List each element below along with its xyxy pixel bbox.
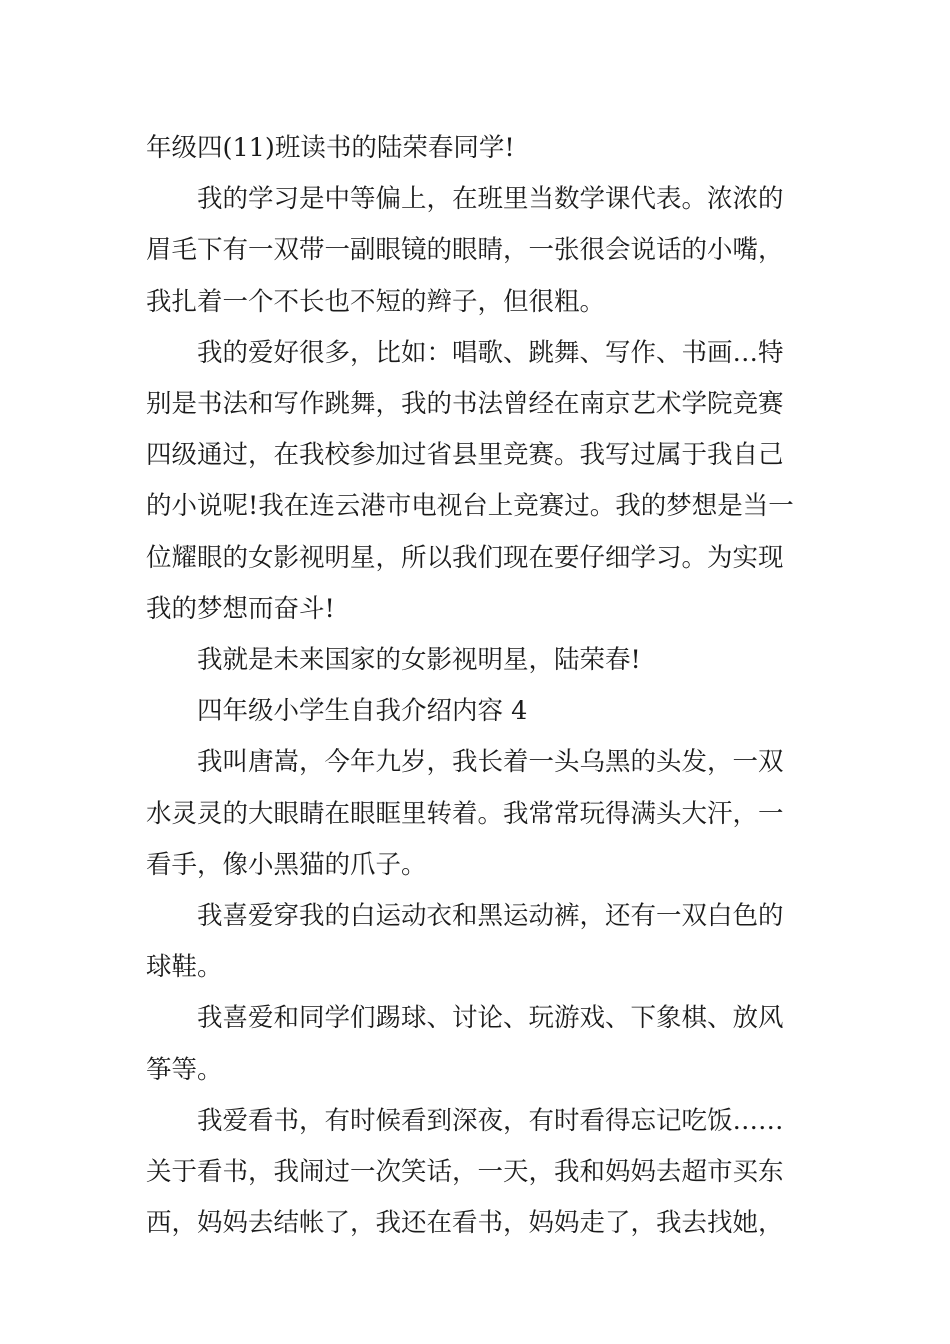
text-line: 关于看书，我闹过一次笑话，一天，我和妈妈去超市买东 bbox=[146, 1157, 784, 1188]
text-line: 我的梦想而奋斗! bbox=[146, 593, 335, 624]
text-line: 的小说呢!我在连云港市电视台上竞赛过。我的梦想是当一 bbox=[146, 491, 794, 522]
text-line: 四级通过，在我校参加过省县里竞赛。我写过属于我自己 bbox=[146, 440, 784, 471]
document-body bbox=[146, 123, 806, 1249]
text-line: 水灵灵的大眼睛在眼眶里转着。我常常玩得满头大汗，一 bbox=[146, 798, 784, 829]
paragraph-2 bbox=[146, 328, 806, 635]
text-line: 我爱看书，有时候看到深夜，有时看得忘记吃饭…… bbox=[197, 1105, 784, 1136]
text-line: 西，妈妈去结帐了，我还在看书，妈妈走了，我去找她， bbox=[146, 1208, 784, 1239]
text-line: 我的爱好很多，比如：唱歌、跳舞、写作、书画…特 bbox=[197, 337, 784, 368]
paragraph-3 bbox=[146, 635, 806, 686]
section-heading bbox=[146, 686, 806, 737]
paragraph-1 bbox=[146, 174, 806, 328]
text-line: 我喜爱和同学们踢球、讨论、玩游戏、下象棋、放风 bbox=[197, 1003, 784, 1034]
section-heading-text: 四年级小学生自我介绍内容 4 bbox=[197, 696, 528, 727]
paragraph-8 bbox=[146, 1096, 806, 1250]
paragraph-5 bbox=[146, 737, 806, 891]
text-line: 球鞋。 bbox=[146, 952, 223, 983]
text-line: 看手，像小黑猫的爪子。 bbox=[146, 849, 427, 880]
text-line: 我的学习是中等偏上，在班里当数学课代表。浓浓的 bbox=[197, 184, 784, 215]
paragraph-7 bbox=[146, 993, 806, 1095]
text-line: 我就是未来国家的女影视明星，陆荣春! bbox=[197, 645, 641, 676]
paragraph-0 bbox=[146, 123, 806, 174]
text-line: 眉毛下有一双带一副眼镜的眼睛，一张很会说话的小嘴， bbox=[146, 235, 784, 266]
text-line: 别是书法和写作跳舞，我的书法曾经在南京艺术学院竞赛 bbox=[146, 389, 784, 420]
text-line: 筝等。 bbox=[146, 1054, 223, 1085]
paragraph-6 bbox=[146, 891, 806, 993]
text-line: 年级四(11)班读书的陆荣春同学! bbox=[146, 133, 515, 163]
text-line: 我叫唐嵩，今年九岁，我长着一头乌黑的头发，一双 bbox=[197, 747, 784, 778]
text-line: 我扎着一个不长也不短的辫子，但很粗。 bbox=[146, 286, 606, 317]
text-line: 位耀眼的女影视明星，所以我们现在要仔细学习。为实现 bbox=[146, 542, 784, 573]
text-line: 我喜爱穿我的白运动衣和黑运动裤，还有一双白色的 bbox=[197, 901, 784, 932]
